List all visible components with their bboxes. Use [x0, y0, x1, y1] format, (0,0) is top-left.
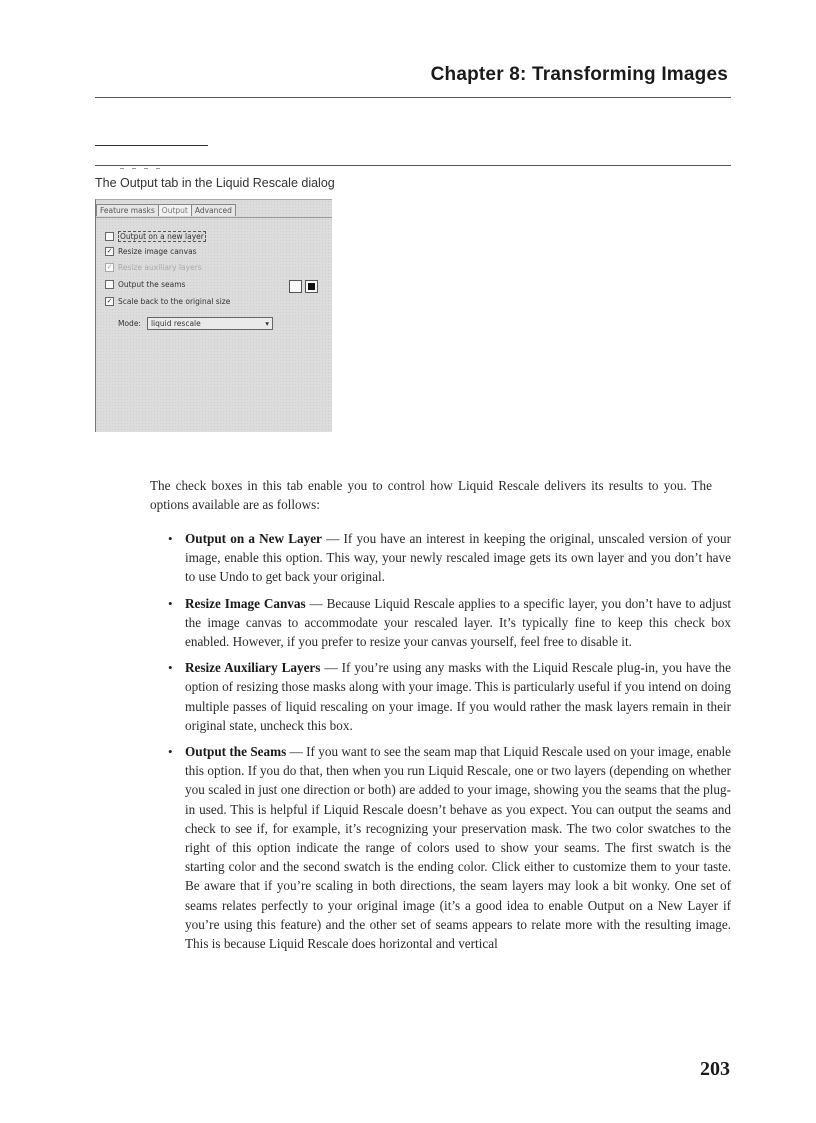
item-text: If you’re using any masks with the Liquid Rescale plug-in, you have the option of resizing those masks along with your image. This is particularly useful if you intend on doing multiple passes of liquid rescaling on your image. If you would rather the mask layers remain in their original state, uncheck this box. — [185, 660, 731, 733]
list-item — [185, 742, 731, 953]
page-number: 203 — [700, 1058, 730, 1080]
liquid-rescale-dialog — [95, 199, 332, 432]
item-text: Because Liquid Rescale applies to a specific layer, you don’t have to adjust the image canvas to accommodate your rescaled layer. It’s typically fine to keep this check box enabled. However, if you prefer to resize your canvas yourself, feel free to disable it. — [185, 595, 732, 650]
chevron-down-icon: ▾ — [265, 319, 269, 328]
output-new-layer-option[interactable] — [105, 231, 206, 242]
seam-start-color-swatch[interactable] — [289, 280, 302, 293]
output-seams-checkbox[interactable] — [105, 280, 114, 289]
scale-back-checkbox[interactable]: ✓ — [106, 297, 113, 305]
figure-label-rule — [95, 145, 208, 146]
tab-output[interactable]: Output — [158, 204, 192, 216]
output-new-layer-checkbox[interactable] — [105, 232, 114, 241]
list-item — [185, 594, 731, 652]
item-text: If you want to see the seam map that Liquid Rescale used on your image, enable this option. If you do that, then when you run Liquid Rescale, one or two layers (depending on whether you scaled in just one direction or both) are added to your image, showing you the seams that the plug-in used. This is helpful if Liquid Rescale doesn’t behave as you expect. You can output the seams and check to see if, for example, it’s recognizing your preservation mask. The two color swatches to the right of this option indicate the range of colors used to show your seams. The first swatch is the starting color and the second swatch is the ending color. Click either to customize them to your taste. Be aware that if you’re scaling in both directions, the seam layers may look a bit wonky. One set of seams relates perfectly to your original image (it’s a good idea to enable Output on a New Layer if you’re using this feature) and the other set of seams appears to relate more with the resulting image. This is because Liquid Rescale does horizontal and vertical — [185, 744, 731, 952]
intro-paragraph: The check boxes in this tab enable you to control how Liquid Rescale delivers its results to you. The options available are as follows: — [150, 478, 712, 512]
item-dash: — — [305, 595, 327, 611]
item-term: Resize Auxiliary Layers — [185, 660, 321, 676]
output-seams-label: Output the seams — [118, 280, 186, 289]
options-list — [185, 529, 731, 960]
resize-aux-layers-label: Resize auxiliary layers — [118, 263, 202, 272]
resize-canvas-option[interactable] — [105, 247, 197, 256]
dialog-tabs — [96, 204, 235, 216]
resize-aux-layers-option — [105, 263, 202, 272]
header-rule — [95, 97, 731, 98]
resize-canvas-label: Resize image canvas — [118, 247, 197, 256]
list-item — [185, 658, 731, 735]
output-new-layer-label: Output on a new layer — [120, 232, 204, 241]
item-term: Output the Seams — [185, 744, 287, 760]
item-dash: — — [286, 744, 307, 760]
scale-back-label: Scale back to the original size — [118, 297, 231, 306]
tab-divider — [96, 217, 332, 218]
mode-row — [118, 317, 273, 330]
tab-feature-masks[interactable]: Feature masks — [96, 204, 159, 216]
figure-caption: The Output tab in the Liquid Rescale dialog — [95, 176, 335, 190]
item-term: Output on a New Layer — [185, 531, 322, 546]
chapter-title: Chapter 8: Transforming Images — [430, 64, 728, 85]
item-dash: — — [321, 531, 344, 546]
output-seams-option[interactable] — [105, 280, 185, 289]
list-item — [185, 529, 731, 587]
figure-rule — [95, 165, 731, 166]
resize-aux-layers-checkbox: ✓ — [106, 263, 113, 271]
item-term: Resize Image Canvas — [185, 595, 306, 611]
mode-select-value: liquid rescale — [150, 319, 201, 328]
scale-back-option[interactable] — [105, 297, 230, 306]
tab-advanced[interactable]: Advanced — [191, 204, 236, 216]
figure-label-placeholder — [120, 156, 180, 164]
item-dash: — — [320, 660, 342, 676]
seam-end-color-swatch[interactable] — [305, 280, 318, 293]
mode-label: Mode: — [118, 319, 141, 328]
resize-canvas-checkbox[interactable]: ✓ — [106, 247, 113, 255]
item-text: If you have an interest in keeping the original, unscaled version of your image, enable this option. This way, your newly rescaled image gets its own layer and you don’t have to use Undo to get back your original. — [185, 531, 731, 585]
mode-select[interactable] — [147, 317, 273, 330]
